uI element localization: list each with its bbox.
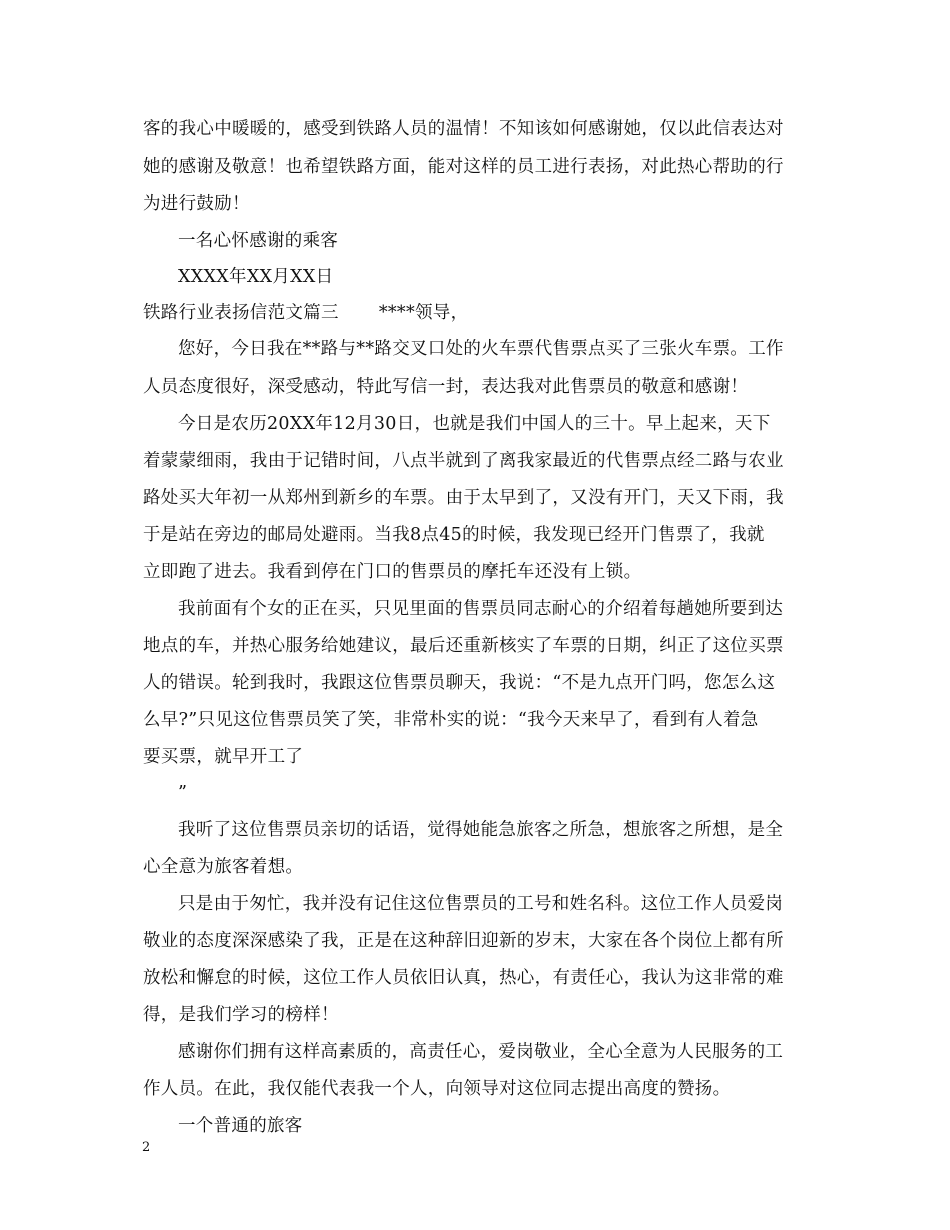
- body-line: 我听了这位售票员亲切的话语，觉得她能急旅客之所急，想旅客之所想，是全: [178, 820, 784, 840]
- body-line: 今日是农历20XX年12月30日，也就是我们中国人的三十。早上起来，天下: [178, 414, 771, 434]
- signature-line: 一个普通的旅客: [178, 1116, 303, 1136]
- body-line: 心全意为旅客着想。: [143, 857, 304, 877]
- body-line: 放松和懈怠的时候，这位工作人员依旧认真，热心，有责任心，我认为这非常的难: [143, 968, 784, 988]
- body-line: 您好，今日我在**路与**路交叉口处的火车票代售票点买了三张火车票。工作: [178, 339, 784, 359]
- body-line: 么早?”只见这位售票员笑了笑，非常朴实的说：“我今天来早了，看到有人着急: [143, 710, 759, 730]
- body-line: 客的我心中暖暖的，感受到铁路人员的温情！不知该如何感谢她，仅以此信表达对: [143, 119, 784, 139]
- body-line: 人的错误。轮到我时，我跟这位售票员聊天，我说：“不是九点开门吗，您怎么这: [143, 673, 776, 693]
- body-line: 着蒙蒙细雨，我由于记错时间，八点半就到了离我家最近的代售票点经二路与农业: [143, 451, 784, 471]
- body-line: 敬业的态度深深感染了我，正是在这种辞旧迎新的岁末，大家在各个岗位上都有所: [143, 931, 784, 951]
- body-line: 我前面有个女的正在买，只见里面的售票员同志耐心的介绍着每趟她所要到达: [178, 599, 784, 619]
- body-line: 立即跑了进去。我看到停在门口的售票员的摩托车还没有上锁。: [143, 562, 642, 582]
- body-line: 作人员。在此，我仅能代表我一个人，向领导对这位同志提出高度的赞扬。: [143, 1079, 731, 1099]
- closing-quote: ”: [178, 783, 188, 803]
- body-line: 感谢你们拥有这样高素质的，高责任心，爱岗敬业，全心全意为人民服务的工: [178, 1042, 784, 1062]
- body-line: 她的感谢及敬意！也希望铁路方面，能对这样的员工进行表扬，对此热心帮助的行: [143, 157, 784, 177]
- section-heading-line: [143, 301, 468, 325]
- body-line: 人员态度很好，深受感动，特此写信一封，表达我对此售票员的敬意和感谢！: [143, 377, 749, 397]
- salutation: ****领导，: [378, 303, 469, 323]
- signature-line: 一名心怀感谢的乘客: [178, 231, 339, 251]
- page-number: 2: [142, 1140, 151, 1155]
- body-line: 要买票，就早开工了: [143, 747, 304, 767]
- body-line: 路处买大年初一从郑州到新乡的车票。由于太早到了，又没有开门，天又下雨，我: [143, 488, 784, 508]
- body-line: 为进行鼓励！: [143, 194, 250, 214]
- body-line: 得，是我们学习的榜样！: [143, 1005, 339, 1025]
- section-heading: 铁路行业表扬信范文篇三: [143, 303, 339, 323]
- body-line: 只是由于匆忙，我并没有记住这位售票员的工号和姓名科。这位工作人员爱岗: [178, 894, 784, 914]
- date-line: XXXX年XX月XX日: [178, 267, 334, 287]
- body-line: 于是站在旁边的邮局处避雨。当我8点45的时候，我发现已经开门售票了，我就: [143, 525, 765, 545]
- body-line: 地点的车，并热心服务给她建议，最后还重新核实了车票的日期，纠正了这位买票: [143, 636, 784, 656]
